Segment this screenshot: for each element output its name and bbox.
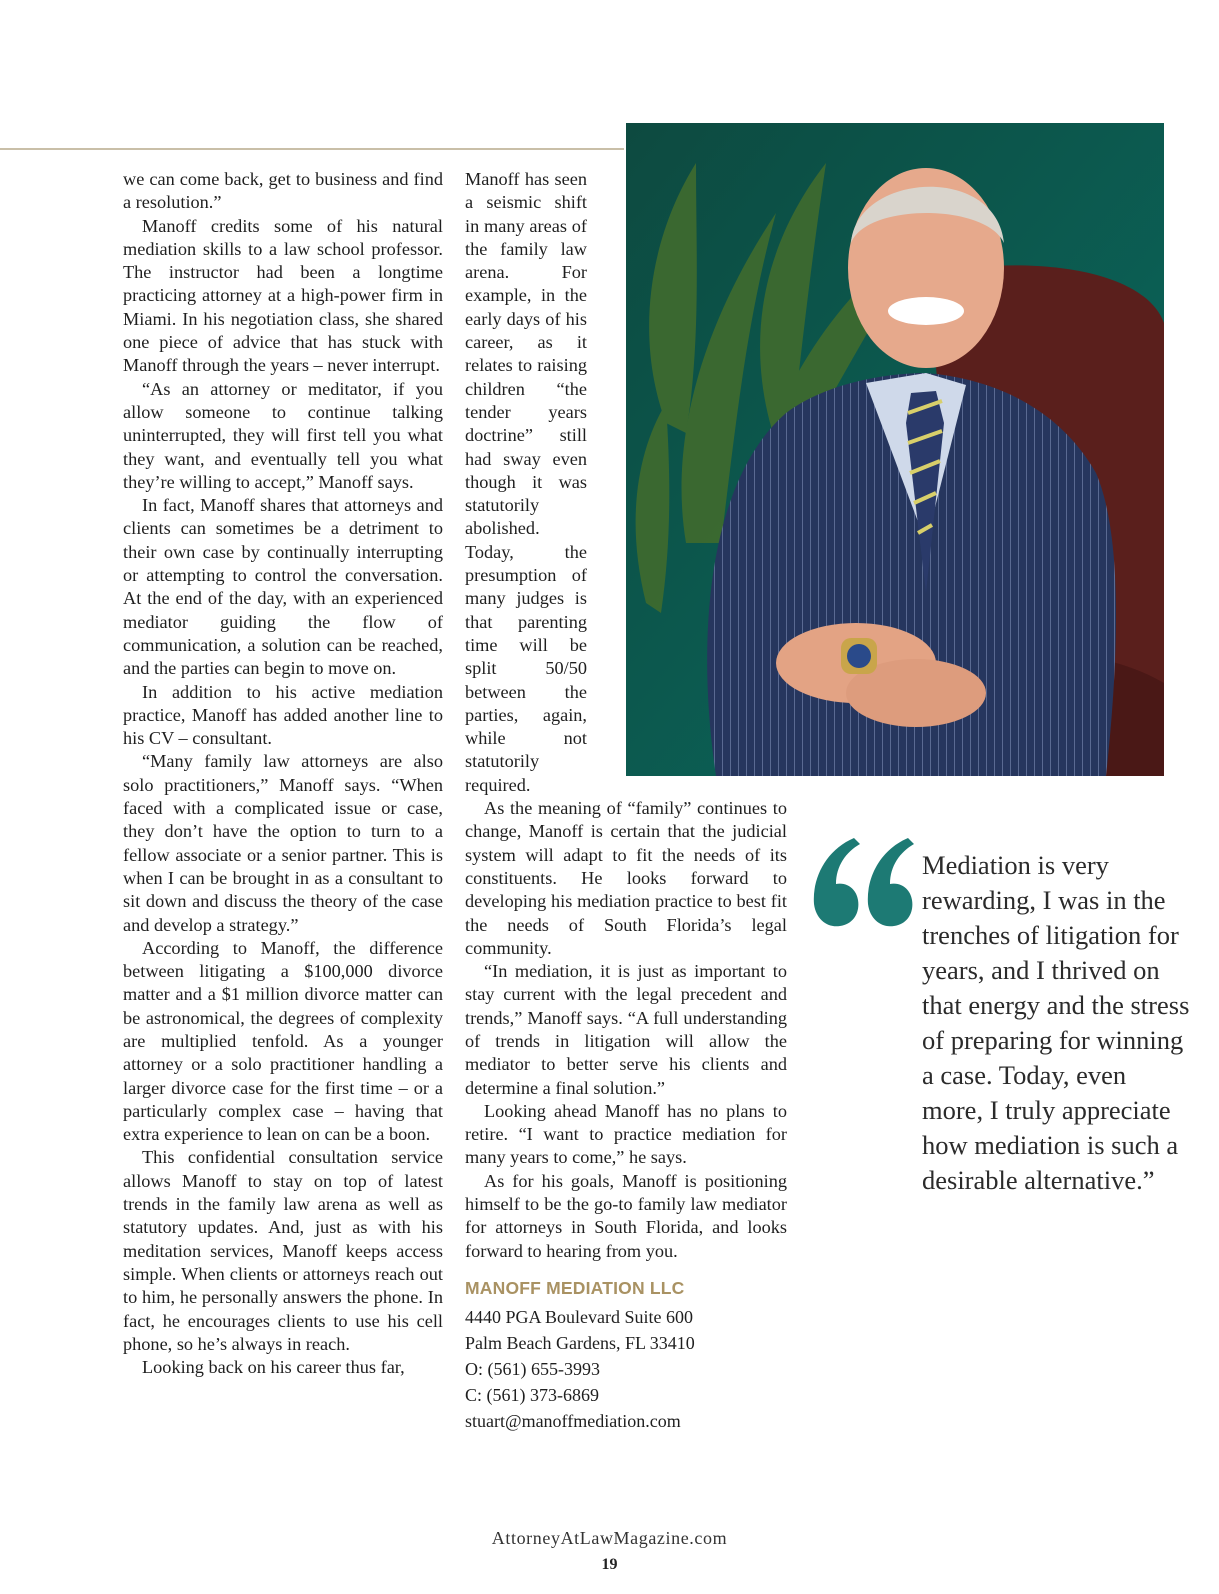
pull-quote: Mediation is very rewarding, I was in the trenches of litigation for years, and I thrived on that energy and the stress of preparing for winning a case. Today, even more, I truly appreciate how mediation is such a desirable alternative.” xyxy=(922,850,1190,1195)
contact-block xyxy=(465,1277,787,1434)
portrait-photo xyxy=(626,123,1164,776)
office-phone: O: (561) 655-3993 xyxy=(465,1359,600,1380)
paragraph: Manoff credits some of his natural mediation skills to a law school professor. The instructor had been a longtime practicing attorney at a high-power firm in Miami. In his negotiation class, she shared one piece of advice that has stuck with Manoff through the years – never interrupt. xyxy=(123,215,443,376)
paragraph: In addition to his active mediation practice, Manoff has added another line to his CV – consultant. xyxy=(123,681,443,749)
paragraph: “Many family law attorneys are also solo practitioners,” Manoff says. “When faced with a complicated issue or case, they don’t have the option to turn to a fellow associate or a senior partner. This is when I can be brought in as a consultant to sit down and discuss the theory of the case and develop a strategy.” xyxy=(123,751,443,935)
quote-mark-icon xyxy=(806,820,916,940)
paragraph: Looking ahead Manoff has no plans to retire. “I want to practice mediation for many years to come,” he says. xyxy=(465,1100,787,1168)
paragraph: “As an attorney or meditator, if you allow someone to continue talking uninterrupted, they will first tell you what they want, and eventually tell you what they’re willing to accept,” Manoff says. xyxy=(123,378,443,492)
paragraph: In fact, Manoff shares that attorneys and clients can sometimes be a detriment to their own case by continually interrupting or attempting to control the conversation. At the end of the day, with an experienced mediator guiding the flow of communication, a solution can be reached, and the parties can begin to move on. xyxy=(123,495,443,679)
article-column-1 xyxy=(123,168,443,1379)
paragraph: As the meaning of “family” continues to change, Manoff is certain that the judicial system will adapt to fit the needs of its constituents. He looks forward to developing his mediation practice to best fit the needs of South Florida’s legal community. xyxy=(465,798,787,958)
paragraph: According to Manoff, the difference between litigating a $100,000 divorce matter and a $1 million divorce matter can be astronomical, the degrees of complexity are multiplied tenfold. As a younger attorney or a solo practitioner handling a larger divorce case for the first time – or a particularly complex case – having that extra experience to lean on can be a boon. xyxy=(123,937,443,1145)
footer-website: AttorneyAtLawMagazine.com xyxy=(491,1528,728,1548)
paragraph: As for his goals, Manoff is positioning himself to be the go-to family law mediator for attorneys in South Florida, and looks forward to hearing from you. xyxy=(465,1170,787,1261)
email-link[interactable]: stuart@manoffmediation.com xyxy=(465,1411,681,1432)
paragraph: “In mediation, it is just as important to stay current with the legal precedent and trends,” Manoff says. “A full understanding of trends in litigation will allow the mediator to better serve his clients and determine a final solution.” xyxy=(465,961,787,1098)
company-name: MANOFF MEDIATION LLC xyxy=(465,1277,685,1298)
paragraph: Manoff has seen a seismic shift in many areas of the family law arena. For example, in the early days of his career, as it relates to raising children “the tender years doctrine” still had sway even though it was statutorily abolished. Today, the presumption of many judges is that parenting time will be split 50/50 between the parties, again, while not statutorily required. xyxy=(465,169,587,795)
paragraph: we can come back, get to business and find a resolution.” xyxy=(123,169,443,213)
address-line-1: 4440 PGA Boulevard Suite 600 xyxy=(465,1307,693,1328)
paragraph: This confidential consultation service allows Manoff to stay on top of latest trends in the family law arena as well as statutory updates. And, just as with his meditation services, Manoff keeps access simple. When clients or attorneys reach out to him, he personally answers the phone. In fact, he encourages clients to use his cell phone, so he’s always in reach. xyxy=(123,1147,443,1354)
portrait-illustration xyxy=(626,123,1164,776)
paragraph: Looking back on his career thus far, xyxy=(142,1357,405,1378)
cell-phone: C: (561) 373-6869 xyxy=(465,1385,599,1406)
page-number: 19 xyxy=(601,1556,618,1573)
address-line-2: Palm Beach Gardens, FL 33410 xyxy=(465,1333,695,1354)
top-rule xyxy=(0,148,624,150)
